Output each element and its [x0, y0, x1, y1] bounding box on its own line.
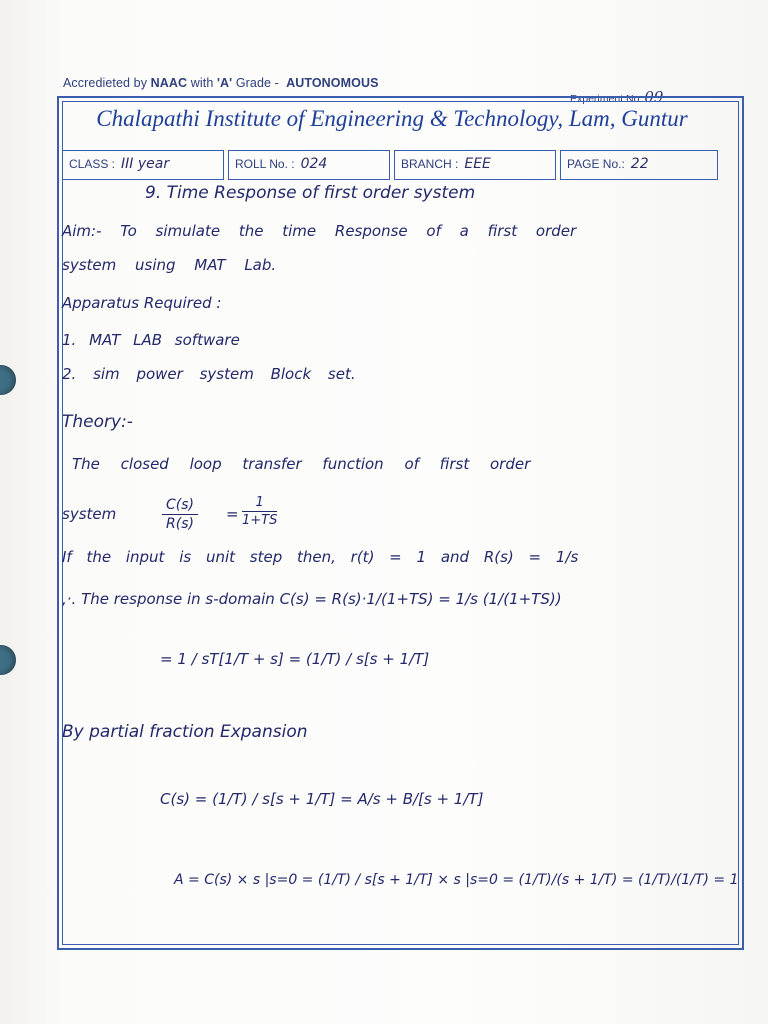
accreditation-line: [63, 76, 379, 90]
accred-naac: NAAC: [150, 76, 188, 90]
branch-label: BRANCH :: [401, 157, 459, 171]
page-cell: [560, 150, 718, 180]
theory-heading: Theory:-: [62, 412, 133, 432]
aim-line-1: Aim:- To simulate the time Response of a first order: [62, 222, 577, 240]
class-cell: [62, 150, 224, 180]
transfer-numerator: C(s): [162, 497, 198, 515]
theory-line-3: If the input is unit step then, r(t) = 1 and R(s) = 1/s: [62, 548, 579, 566]
accred-grade-word: Grade -: [235, 76, 279, 90]
transfer-denominator: R(s): [166, 516, 194, 532]
accred-with: with: [190, 76, 214, 90]
accred-prefix: Accredieted by: [63, 76, 148, 90]
branch-value: EEE: [464, 156, 491, 172]
partial-fraction-heading: By partial fraction Expansion: [62, 722, 308, 742]
transfer-equals: =: [226, 505, 239, 523]
aim-line-2: system using MAT Lab.: [62, 256, 277, 274]
roll-label: ROLL No. :: [235, 157, 295, 171]
page-value: 22: [630, 156, 649, 172]
branch-cell: [394, 150, 556, 180]
experiment-title: 9. Time Response of first order system: [145, 183, 476, 203]
apparatus-item-1: 1. MAT LAB software: [62, 331, 240, 349]
roll-cell: [228, 150, 390, 180]
theory-system-label: system: [62, 505, 117, 523]
coefficient-a-equation: A = C(s) × s |s=0 = (1/T) / s[s + 1/T] × s |s=0 = (1/T)/(s + 1/T) = (1/T)/(1/T) = 1: [174, 872, 739, 888]
experiment-value: 09: [644, 88, 664, 106]
roll-value: 024: [300, 156, 328, 172]
class-label: CLASS :: [69, 157, 116, 171]
transfer-result-denominator: 1+TS: [242, 513, 278, 528]
transfer-result: [242, 495, 277, 528]
class-value: III year: [121, 156, 170, 172]
theory-line-5: = 1 / sT[1/T + s] = (1/T) / s[s + 1/T]: [160, 650, 430, 668]
transfer-result-numerator: 1: [242, 495, 277, 512]
partial-fraction-equation: C(s) = (1/T) / s[s + 1/T] = A/s + B/[s + 1/T]: [160, 790, 484, 808]
apparatus-heading: Apparatus Required :: [62, 294, 222, 312]
accred-autonomous: AUTONOMOUS: [286, 76, 379, 90]
apparatus-item-2: 2. sim power system Block set.: [62, 365, 356, 383]
transfer-fraction: [162, 497, 198, 532]
accred-grade: 'A': [216, 76, 233, 90]
page-label: PAGE No.:: [567, 157, 625, 171]
experiment-label: Experiment No.: [570, 93, 643, 105]
institute-name: Chalapathi Institute of Engineering & Technology, Lam, Guntur: [96, 106, 688, 131]
theory-line-4: ,·. The response in s-domain C(s) = R(s)·1/(1+TS) = 1/s (1/(1+TS)): [62, 590, 562, 608]
theory-line-1: The closed loop transfer function of first order: [72, 455, 531, 473]
